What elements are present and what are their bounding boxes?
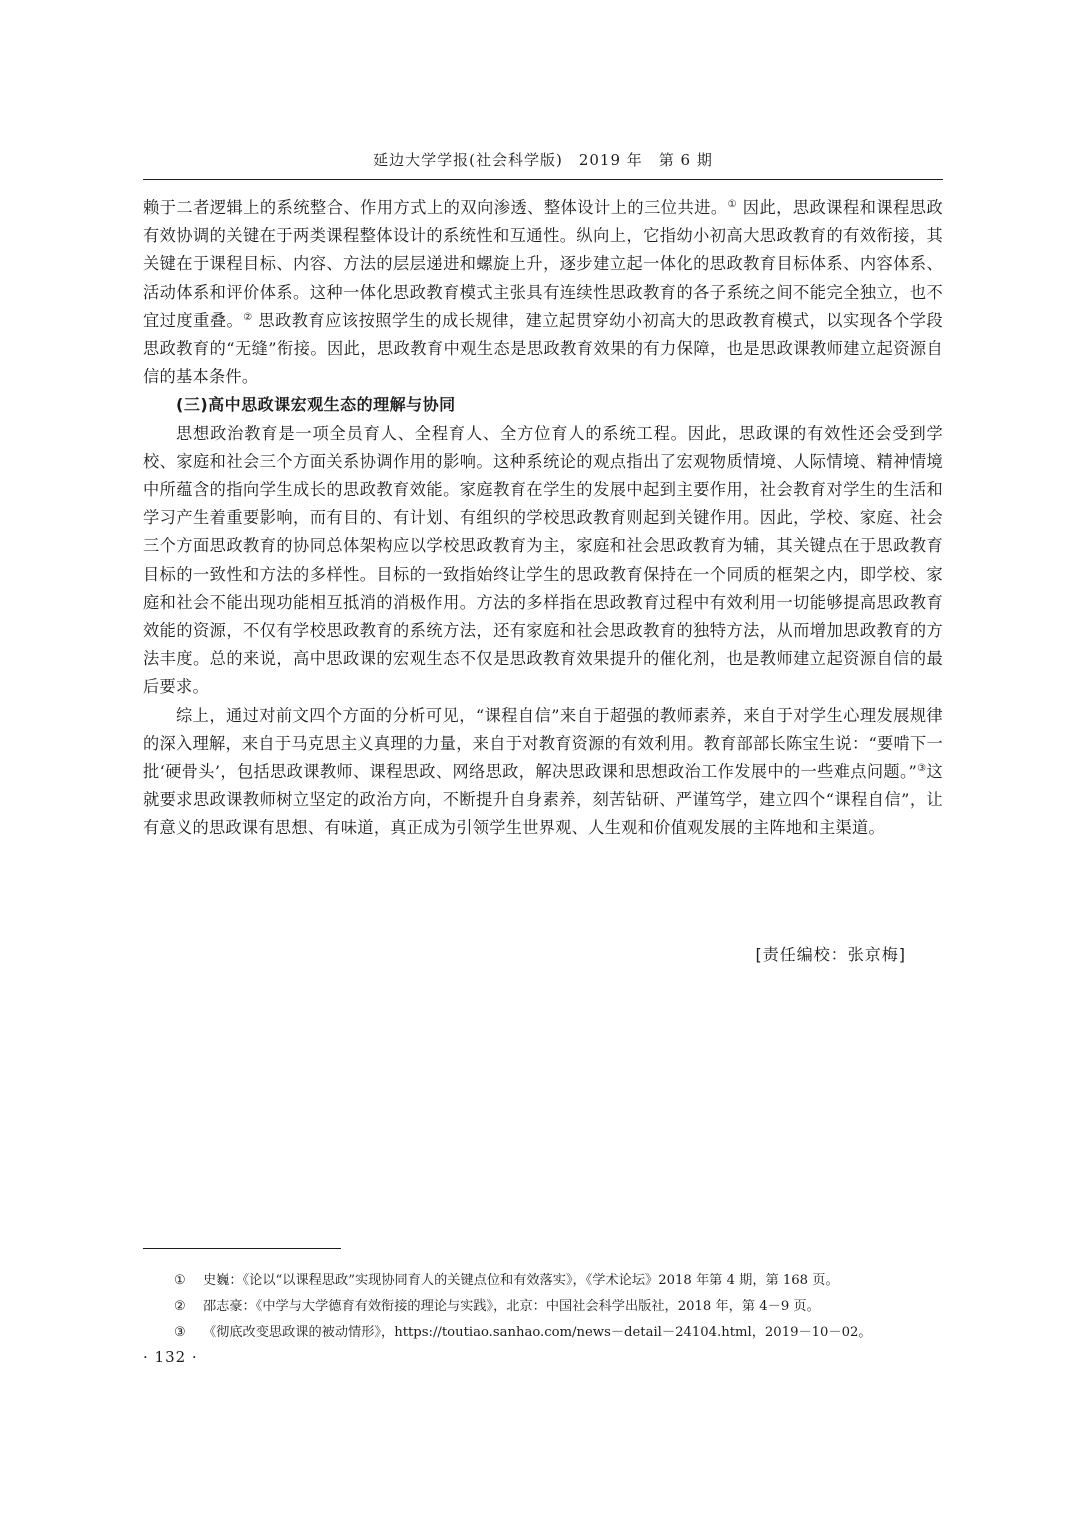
paragraph-1 xyxy=(143,194,943,391)
paragraph-1-part-c: 思政教育应该按照学生的成长规律，建立起贯穿幼小初高大的思政教育模式，以实现各个学段思政教育的“无缝”衔接。因此，思政教育中观生态是思政教育效果的有力保障，也是思政课教师建立起资源自信的基本条件。 xyxy=(143,310,943,387)
paragraph-1-part-a: 赖于二者逻辑上的系统整合、作用方式上的双向渗透、整体设计上的三位共进。 xyxy=(143,198,728,217)
paragraph-3 xyxy=(143,702,943,843)
footnote-text: 邵志豪：《中学与大学德育有效衔接的理论与实践》，北京：中国社会科学出版社，2018 年，第 4－9 页。 xyxy=(203,1299,820,1314)
footnote-mark: ② xyxy=(174,1299,186,1314)
footnote-ref-2[interactable]: ② xyxy=(243,311,253,323)
footnote-2 xyxy=(143,1294,963,1320)
footnote-text: 《彻底改变思政课的被动情形》，https://toutiao.sanhao.com/news－detail－24104.html，2019－10－02。 xyxy=(203,1325,872,1340)
footnote-mark: ① xyxy=(174,1273,186,1288)
journal-header xyxy=(143,150,943,180)
footnote-1 xyxy=(143,1268,963,1294)
footnote-3 xyxy=(143,1320,963,1346)
footnote-mark: ③ xyxy=(174,1325,186,1340)
paragraph-1-part-b: 因此，思政课程和课程思政有效协调的关键在于两类课程整体设计的系统性和互通性。纵向上，它指幼小初高大思政教育的有效衔接，其关键在于课程目标、内容、方法的层层递进和螺旋上升，逐步建立起一体化的思政教育目标体系、内容体系、活动体系和评价体系。这种一体化思政教育模式主张具有连续性思政教育的各子系统之间不能完全独立，也不宜过度重叠。 xyxy=(143,198,943,330)
journal-header-title: 延边大学学报(社会科学版) 2019 年 第 6 期 xyxy=(373,151,713,169)
footnote-text: 史巍：《论以“以课程思政”实现协同育人的关键点位和有效落实》，《学术论坛》2018 年第 4 期，第 168 页。 xyxy=(203,1273,839,1288)
paragraph-2: 思想政治教育是一项全员育人、全程育人、全方位育人的系统工程。因此，思政课的有效性还会受到学校、家庭和社会三个方面关系协调作用的影响。这种系统论的观点指出了宏观物质情境、人际情境、精神情境中所蕴含的指向学生成长的思政教育效能。家庭教育在学生的发展中起到主要作用，社会教育对学生的生活和学习产生着重要影响，而有目的、有计划、有组织的学校思政教育则起到关键作用。因此，学校、家庭、社会三个方面思政教育的协同总体架构应以学校思政教育为主，家庭和社会思政教育为辅，其关键点在于思政教育目标的一致性和方法的多样性。目标的一致指始终让学生的思政教育保持在一个同质的框架之内，即学校、家庭和社会不能出现功能相互抵消的消极作用。方法的多样指在思政教育过程中有效利用一切能够提高思政教育效能的资源，不仅有学校思政教育的系统方法，还有家庭和社会思政教育的独特方法，从而增加思政教育的方法丰度。总的来说，高中思政课的宏观生态不仅是思政教育效果提升的催化剂，也是教师建立起资源自信的最后要求。 xyxy=(143,423,943,697)
section-heading: (三)高中思政课宏观生态的理解与协同 xyxy=(176,395,456,415)
paragraph-3-part-a: 综上，通过对前文四个方面的分析可见，“课程自信”来自于超强的教师素养，来自于对学生心理发展规律的深入理解，来自于马克思主义真理的力量，来自于对教育资源的有效利用。教育部部长陈宝生说：“要啃下一批‘硬骨头’，包括思政课教师、课程思政、网络思政，解决思政课和思想政治工作发展中的一些难点问题。” xyxy=(143,705,943,782)
footnote-ref-3[interactable]: ③ xyxy=(917,763,927,775)
article-body xyxy=(143,194,943,843)
footnote-divider xyxy=(143,1248,341,1249)
paragraph-3-part-b: 这就要求思政课教师树立坚定的政治方向，不断提升自身素养，刻苦钻研、严谨笃学，建立四个“课程自信”，让有意义的思政课有思想、有味道，真正成为引领学生世界观、人生观和价值观发展的主阵地和主渠道。 xyxy=(143,762,944,838)
footnotes xyxy=(143,1268,963,1346)
page-number: · 132 · xyxy=(143,1348,198,1366)
responsible-editor: [责任编校：张京梅] xyxy=(755,945,906,964)
footnote-ref-1[interactable]: ① xyxy=(727,199,738,210)
